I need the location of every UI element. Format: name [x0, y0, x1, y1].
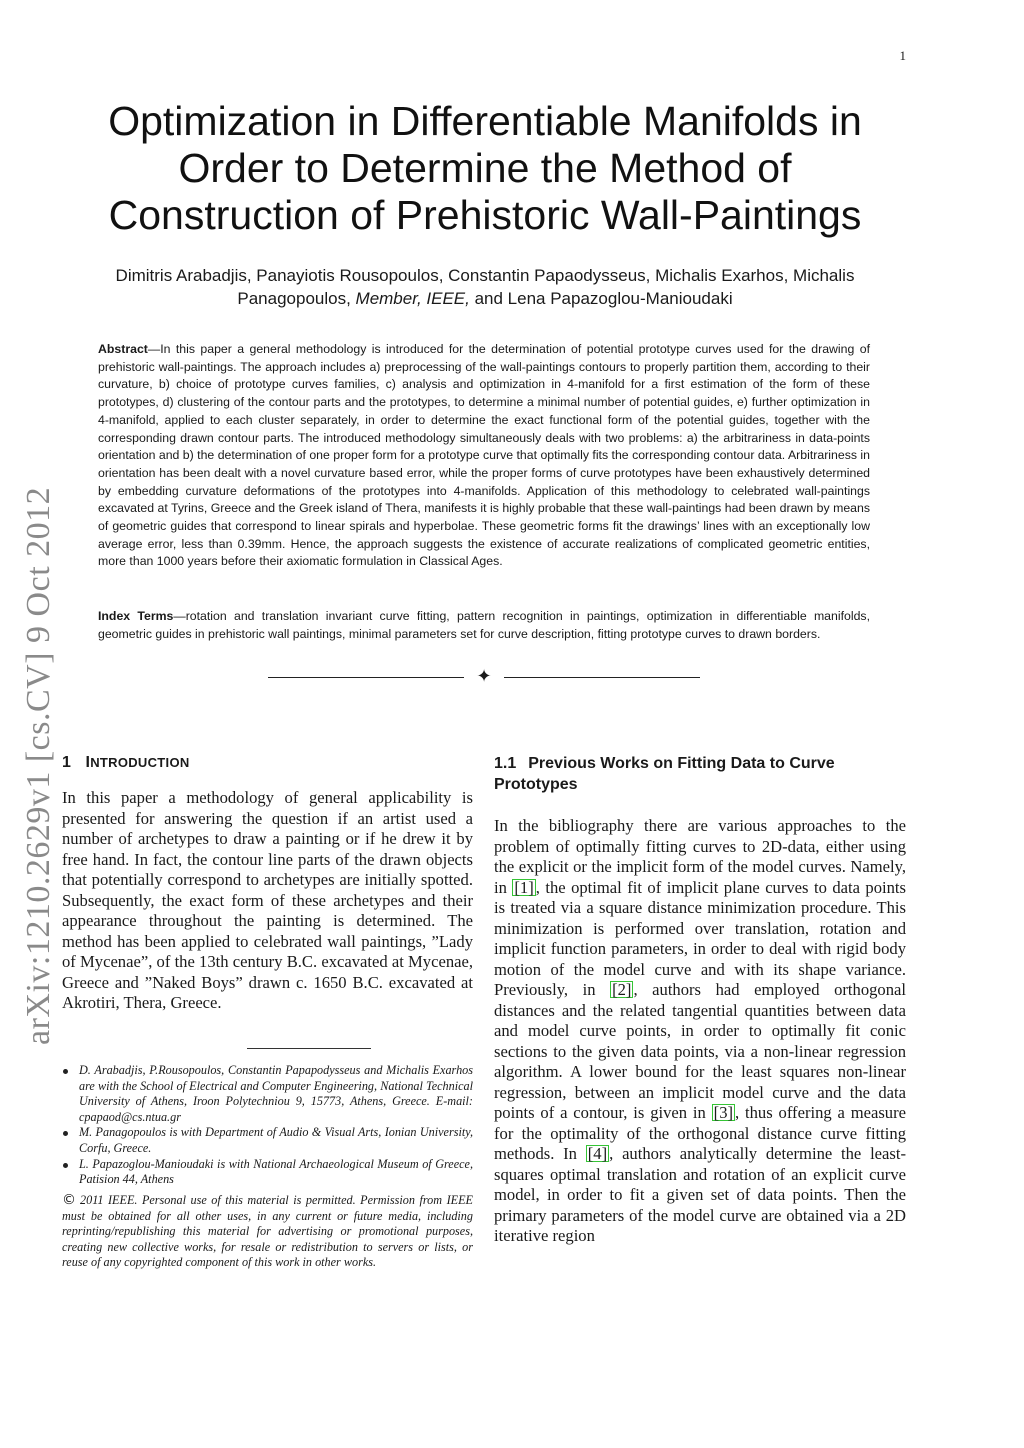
diamond-star-icon: ✦: [476, 666, 492, 687]
section-separator: [268, 667, 700, 687]
paragraph-text: , the optimal fit of implicit plane curves to data points is treated via a square distance minimization procedure. This minimization is performed over translation, rotation and implicit function parameters, in order to deal with rigid body motion of the model curve and with its shape variance. Previously, in: [494, 877, 906, 999]
section-heading-introduction: [62, 754, 190, 772]
separator-rule-left: [268, 677, 464, 678]
index-terms-label: Index Terms: [98, 609, 174, 623]
abstract: [98, 341, 870, 571]
author-names-last: and Lena Papazoglou-Manioudaki: [469, 289, 733, 308]
copyright-text: 2011 IEEE. Personal use of this material is permitted. Permission from IEEE must be obtained for all other uses, in any current or future media, including reprinting/republishing this material for advertising or promotional purposes, creating new collective works, for resale or redistribution to servers or lists, or reuse of any copyrighted component of this work in other works.: [62, 1193, 473, 1270]
previous-works-paragraph: [494, 816, 906, 1247]
paragraph-text: In the bibliography there are various approaches to the problem of optimally fitting curves to 2D-data, either using the explicit or the implicit form of the model curves. Namely, in: [494, 816, 906, 897]
paragraph-text: , authors analytically determine the least-squares optimal translation and rotation of an explicit curve model, in order to fit a given set of data points. Then the primary parameters of the model curve are obtained via a 2D iterative region: [494, 1144, 907, 1245]
introduction-paragraph: In this paper a methodology of general applicability is presented for answering the question if an artist used a number of archetypes to draw a painting or if he drew it by free hand. In fact, the contour line parts of the drawn objects that potentially correspond to archetypes are initially spotted. Subsequently, the exact form of these archetypes and their appearance throughout the painting is determined. The method has been applied to celebrated wall paintings, ”Lady of Mycenae”, of the 13th century B.C. excavated at Mycenae, Greece and ”Naked Boys” drawn c. 1650 B.C. excavated at Akrotiri, Thera, Greece.: [62, 788, 473, 1012]
section-title-rest: NTRODUCTION: [90, 755, 190, 770]
arxiv-identifier: arXiv:1210.2629v1 [cs.CV] 9 Oct 2012: [20, 486, 57, 1045]
abstract-text: —In this paper a general methodology is introduced for the determination of potential prototype curves used for the drawing of prehistoric wall-paintings. The approach includes a) preprocessing of the wall-paintings contours to properly partition them, according to their curvature, b) choice of prototype curves families, c) analysis and optimization in 4-manifold for a first estimation of the form of these prototypes, d) clustering of the contour parts and the prototypes, to determine a minimal number of potential guides, e) further optimization in 4-manifold, applied to each cluster separately, in order to determine the exact functional form of the potential guides, together with the corresponding drawn contour parts. The introduced methodology simultaneously deals with two problems: a) the arbitrariness in data-points orientation and b) the determination of one proper form for a prototype curve that optimally fits the corresponding contour data. Arbitrariness in orientation has been dealt with a novel curvature based error, while the proper forms of curve prototypes have been exhaustively determined by embedding curvature deformations of the prototypes into 4-manifolds. Application of this methodology to celebrated wall-paintings excavated at Tyrins, Greece and the Greek island of Thera, manifests it is highly probable that these wall-paintings had been drawn by means of geometric guides that correspond to linear spirals and hyperbolae. These geometric forms fit the drawings’ lines with an exceptionally low average error, less than 0.39mm. Hence, the approach suggests the existence of accurate realizations of complicated geometric entities, more than 1000 years before their axiomatic formulation in Classical Ages.: [98, 342, 870, 569]
paragraph-text: , authors had employed orthogonal distances and the related tangential quantities between data and model curve points, in order to optimally fit conic sections to the given data points, via a non-linear regression algorithm. A lower bound for the least squares non-linear regression, between an implicit model curve and the data points of a contour, is given in: [494, 980, 906, 1122]
index-terms: [98, 608, 870, 643]
section-title-initial: I: [85, 754, 91, 771]
abstract-label: Abstract: [98, 342, 148, 356]
citation-link-1[interactable]: [1]: [514, 877, 534, 897]
affiliation-footnotes: [62, 1063, 473, 1188]
index-terms-text: —rotation and translation invariant curve fitting, pattern recognition in paintings, optimization in differentiable manifolds, geometric guides in prehistoric wall paintings, minimal parameters set for curve description, fitting prototype curves to drawn borders.: [98, 609, 870, 641]
citation-link-3[interactable]: [3]: [713, 1103, 734, 1122]
footnote-item: M. Panagopoulos is with Department of Audio & Visual Arts, Ionian University, Corfu, Greece.: [62, 1125, 473, 1156]
page-number: 1: [899, 48, 906, 63]
subsection-heading-previous-works: [494, 753, 906, 795]
author-membership: Member, IEEE,: [355, 289, 470, 308]
footnote-item: D. Arabadjis, P.Rousopoulos, Constantin Papapodysseus and Michalis Exarhos are with the School of Electrical and Computer Engineering, National Technical University of Athens, Iroon Polytechniou 9, 15773, Athens, Greece. E-mail: cpapaod@cs.ntua.gr: [62, 1063, 473, 1125]
paper-title: Optimization in Differentiable Manifolds in Order to Determine the Method of Construction of Prehistoric Wall-Paintings: [108, 98, 862, 238]
footnote-rule: [247, 1048, 371, 1049]
section-number: 1: [62, 754, 72, 771]
footnote-item: L. Papazoglou-Manioudaki is with National Archaeological Museum of Greece, Patision 44, Athens: [62, 1157, 473, 1188]
author-list: [70, 264, 900, 310]
copyright-notice: [62, 1193, 473, 1271]
subsection-title: Previous Works on Fitting Data to Curve Prototypes: [494, 755, 835, 793]
separator-rule-right: [504, 677, 700, 678]
copyright-icon: ©: [62, 1192, 76, 1208]
author-names: Dimitris Arabadjis, Panayiotis Rousopoulos, Constantin Papaodysseus, Michalis Exarhos, Michalis Panagopoulos,: [115, 266, 855, 308]
paragraph-text: , thus offering a measure for the optimality of the orthogonal distance curve fitting methods. In: [494, 1103, 906, 1163]
citation-link-4[interactable]: [4]: [587, 1144, 608, 1163]
citation-link-2[interactable]: [2]: [612, 980, 632, 999]
subsection-number: 1.1: [494, 755, 517, 772]
